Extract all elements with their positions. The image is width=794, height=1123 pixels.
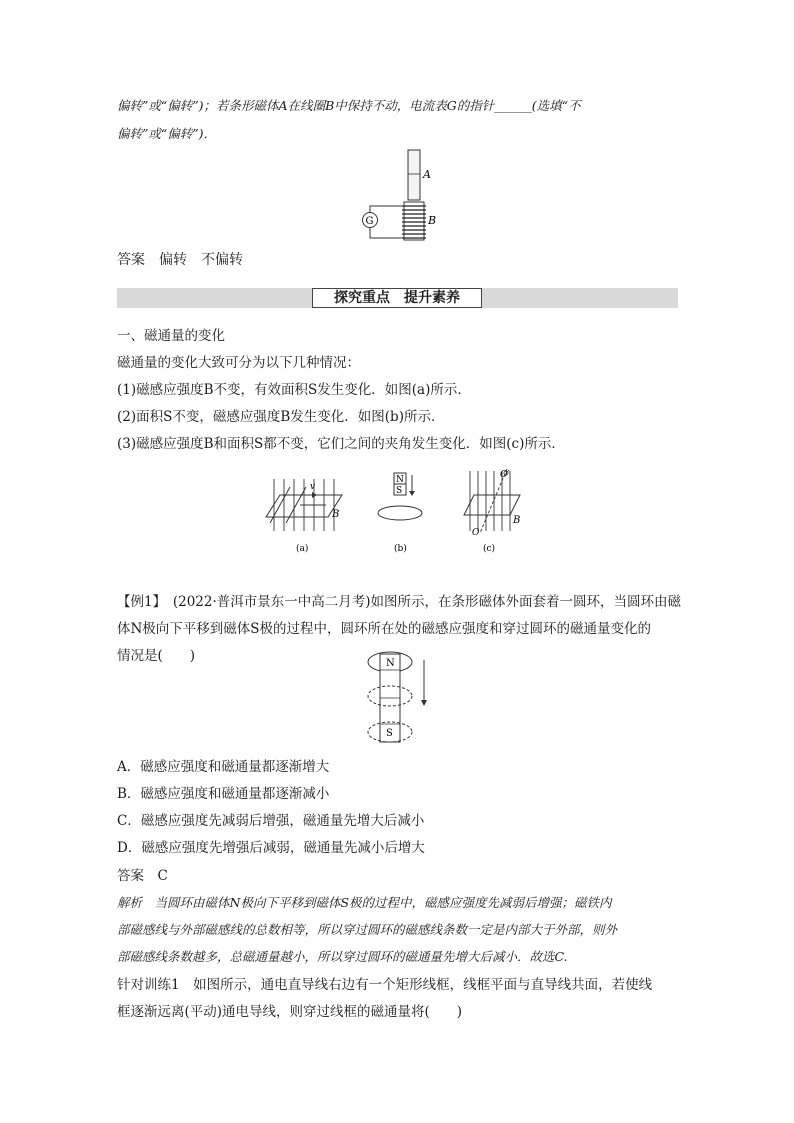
analysis-line1: 解析 当圆环由磁体N极向下平移到磁体S极的过程中，磁感应强度先减弱后增强；磁铁内: [117, 895, 612, 910]
caption-b: (b): [394, 544, 407, 554]
label-b: B: [428, 214, 437, 227]
banner-left-text: 探究重点: [334, 290, 390, 306]
magnet-coil-figure: [350, 148, 450, 244]
label-n: N: [396, 475, 404, 485]
label-a: A: [423, 168, 431, 181]
analysis-line3: 部磁感线条数越多，总磁通量越小，所以穿过圆环的磁通量先增大后减小．故选C.: [117, 949, 568, 964]
banner-right-text: 提升素养: [404, 290, 460, 306]
label-b-c: B: [513, 515, 521, 526]
example-line2: 体N极向下平移到磁体S极的过程中，圆环所在处的磁感应强度和穿过圆环的磁通量变化的: [117, 621, 652, 637]
caption-a: (a): [296, 544, 309, 554]
label-o: O: [472, 528, 480, 538]
label-o-prime: O′: [500, 470, 510, 480]
answer-1: 答案 偏转 不偏转: [117, 252, 243, 268]
option-a: A．磁感应强度和磁通量都逐渐增大: [117, 759, 330, 775]
caption-c: (c): [483, 544, 496, 554]
question-continuation-line2: 偏转”或“偏转”)．: [117, 126, 217, 141]
ring-magnet-figure: [366, 644, 438, 748]
analysis-line2: 部磁感线与外部磁感线的总数相等，所以穿过圆环的磁感线条数一定是内部大于外部，则外: [117, 922, 618, 937]
section-item-3: (3)磁感应强度B和面积S都不变，它们之间的夹角发生变化．如图(c)所示．: [117, 436, 565, 452]
flux-change-figures: [262, 465, 532, 557]
question-continuation-line1: 偏转”或“偏转”)；若条形磁体A在线圈B中保持不动，电流表G的指针______(选填“不: [117, 98, 581, 113]
section-heading: 一、磁通量的变化: [117, 328, 225, 344]
option-c: C．磁感应强度先减弱后增强，磁通量先增大后减小: [117, 813, 425, 829]
label-v: v: [310, 482, 316, 492]
section-banner-title: [312, 288, 482, 308]
option-b: B．磁感应强度和磁通量都逐渐减小: [117, 786, 330, 802]
section-item-2: (2)面积S不变，磁感应强度B发生变化．如图(b)所示．: [117, 409, 445, 425]
example-line3: 情况是( ): [117, 648, 196, 664]
training-line2: 框逐渐远离(平动)通电导线，则穿过线框的磁通量将( ): [117, 1004, 463, 1020]
label-s-magnet: S: [386, 728, 393, 739]
answer-2: 答案 C: [117, 868, 168, 884]
label-b-a: B: [332, 509, 340, 520]
example-line1: 【例1】 (2022·普洱市景东一中高二月考)如图所示，在条形磁体外面套着一圆环，当圆环由磁: [117, 594, 682, 610]
label-g: G: [365, 216, 374, 227]
label-n-magnet: N: [386, 658, 395, 669]
option-d: D．磁感应强度先增强后减弱，磁通量先减小后增大: [117, 840, 425, 856]
training-line1: 针对训练1 如图所示，通电直导线右边有一个矩形线框，线框平面与直导线共面，若使线: [117, 977, 653, 993]
section-item-1: (1)磁感应强度B不变，有效面积S发生变化．如图(a)所示．: [117, 382, 471, 398]
label-s: S: [396, 486, 403, 496]
section-intro: 磁通量的变化大致可分为以下几种情况：: [117, 355, 360, 371]
